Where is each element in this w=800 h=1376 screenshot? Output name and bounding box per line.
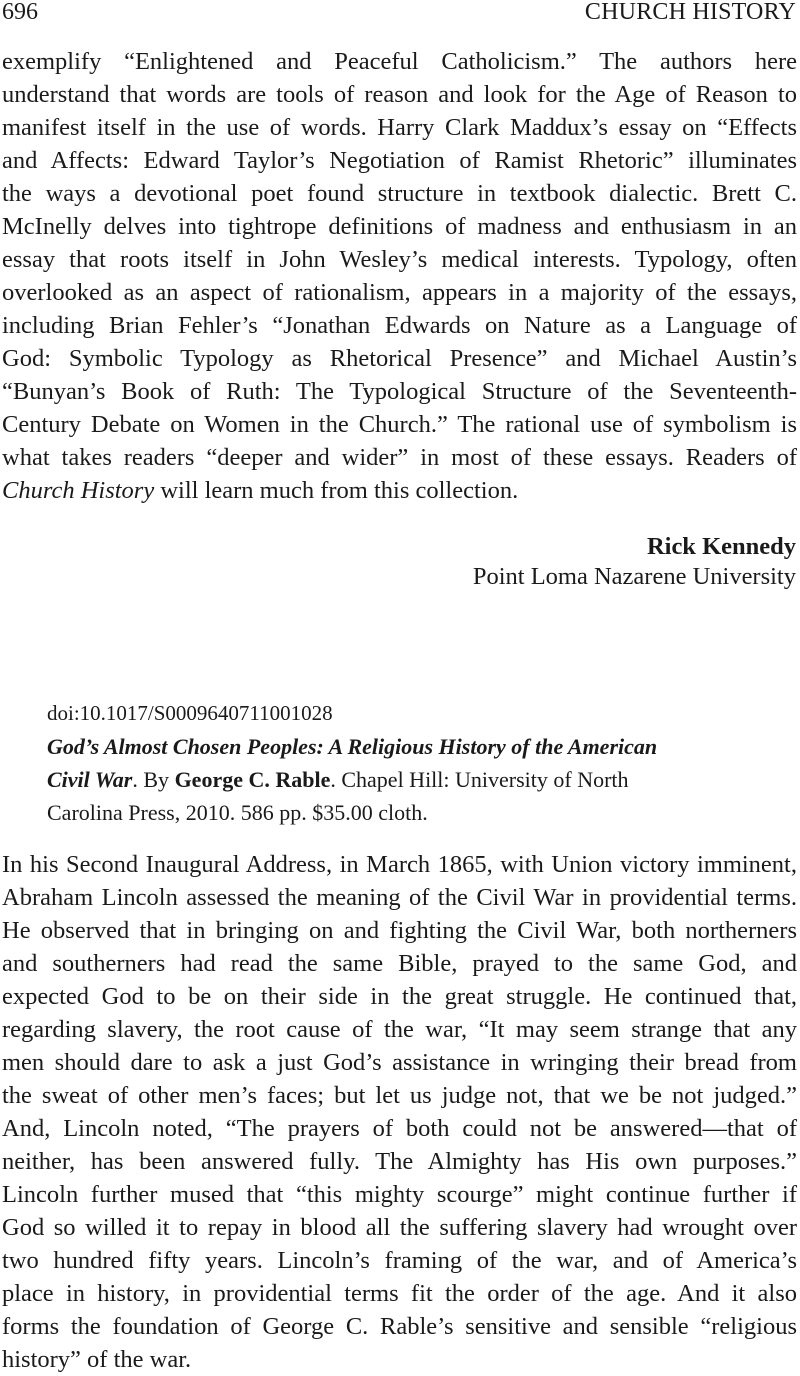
text-line-last: history” of the war. — [2, 1346, 192, 1373]
text-line: forms the foundation of George C. Rable’s sensitive and sensible “religious — [2, 1313, 797, 1340]
review-body-text — [2, 848, 797, 1376]
text-line: manifest itself in the use of words. Harry Clark Maddux’s essay on “Effects — [2, 114, 797, 141]
text-line: two hundred fifty years. Lincoln’s framing of the war, and of America’s — [2, 1247, 797, 1274]
text-line: Century Debate on Women in the Church.” The rational use of symbolism is — [2, 411, 797, 438]
text-line: And, Lincoln noted, “The prayers of both could not be answered—that of — [2, 1115, 797, 1142]
text-line: neither, has been answered fully. The Almighty has His own purposes.” — [2, 1148, 797, 1175]
text-line: understand that words are tools of reason and look for the Age of Reason to — [2, 81, 797, 108]
by-label: . By — [132, 767, 175, 792]
text-line: Abraham Lincoln assessed the meaning of the Civil War in providential terms. — [2, 884, 797, 911]
text-line: regarding slavery, the root cause of the war, “It may seem strange that any — [2, 1016, 797, 1043]
reviewer-affiliation: Point Loma Nazarene University — [472, 563, 796, 590]
publisher-part1: . Chapel Hill: University of North — [330, 767, 629, 792]
text-line: McInelly delves into tightrope definitions of madness and enthusiasm in an — [2, 213, 797, 240]
book-title-line1: God’s Almost Chosen Peoples: A Religious History of the American — [47, 734, 658, 759]
text-line: overlooked as an aspect of rationalism, appears in a majority of the essays, — [2, 279, 797, 306]
publisher-part2: Carolina Press, 2010. 586 pp. $35.00 cloth. — [47, 800, 428, 825]
text-line: Lincoln further mused that “this mighty scourge” might continue further if — [2, 1181, 797, 1208]
text-line: and Affects: Edward Taylor’s Negotiation of Ramist Rhetoric” illuminates — [2, 147, 797, 174]
book-citation — [47, 699, 767, 829]
text-line: God so willed it to repay in blood all the suffering slavery had wrought over — [2, 1214, 797, 1241]
previous-review-last-line — [2, 474, 797, 507]
text-line: “Bunyan’s Book of Ruth: The Typological Structure of the Seventeenth- — [2, 378, 797, 405]
citation-line2 — [47, 763, 767, 796]
running-head — [2, 0, 796, 30]
text-line: exemplify “Enlightened and Peaceful Catholicism.” The authors here — [2, 48, 797, 75]
reviewer-name: Rick Kennedy — [646, 533, 796, 560]
text-line: what takes readers “deeper and wider” in most of these essays. Readers of — [2, 444, 797, 471]
text-line: essay that roots itself in John Wesley’s medical interests. Typology, often — [2, 246, 797, 273]
text-line: In his Second Inaugural Address, in March 1865, with Union victory imminent, — [2, 851, 797, 878]
last-line-rest: will learn much from this collection. — [154, 477, 519, 504]
previous-review-last-line-wrap — [2, 474, 797, 507]
previous-review-text — [2, 45, 797, 474]
text-line: God: Symbolic Typology as Rhetorical Presence” and Michael Austin’s — [2, 345, 797, 372]
doi[interactable]: doi:10.1017/S0009640711001028 — [47, 701, 333, 725]
text-line: place in history, in providential terms fit the order of the age. And it also — [2, 1280, 797, 1307]
text-line: men should dare to ask a just God’s assistance in wringing their bread from — [2, 1049, 797, 1076]
text-line: expected God to be on their side in the great struggle. He continued that, — [2, 983, 797, 1010]
text-line: the ways a devotional poet found structure in textbook dialectic. Brett C. — [2, 180, 797, 207]
text-line: the sweat of other men’s faces; but let us judge not, that we be not judged.” — [2, 1082, 797, 1109]
book-title-line2: Civil War — [47, 767, 133, 792]
text-line: and southerners had read the same Bible, prayed to the same God, and — [2, 950, 797, 977]
book-author: George C. Rable — [174, 767, 331, 792]
text-line: He observed that in bringing on and fighting the Civil War, both northerners — [2, 917, 797, 944]
page-number: 696 — [2, 0, 38, 25]
journal-title: CHURCH HISTORY — [584, 0, 796, 25]
text-line: including Brian Fehler’s “Jonathan Edwards on Nature as a Language of — [2, 312, 797, 339]
reviewer-signature — [473, 532, 796, 592]
journal-title-italic: Church History — [2, 477, 155, 504]
